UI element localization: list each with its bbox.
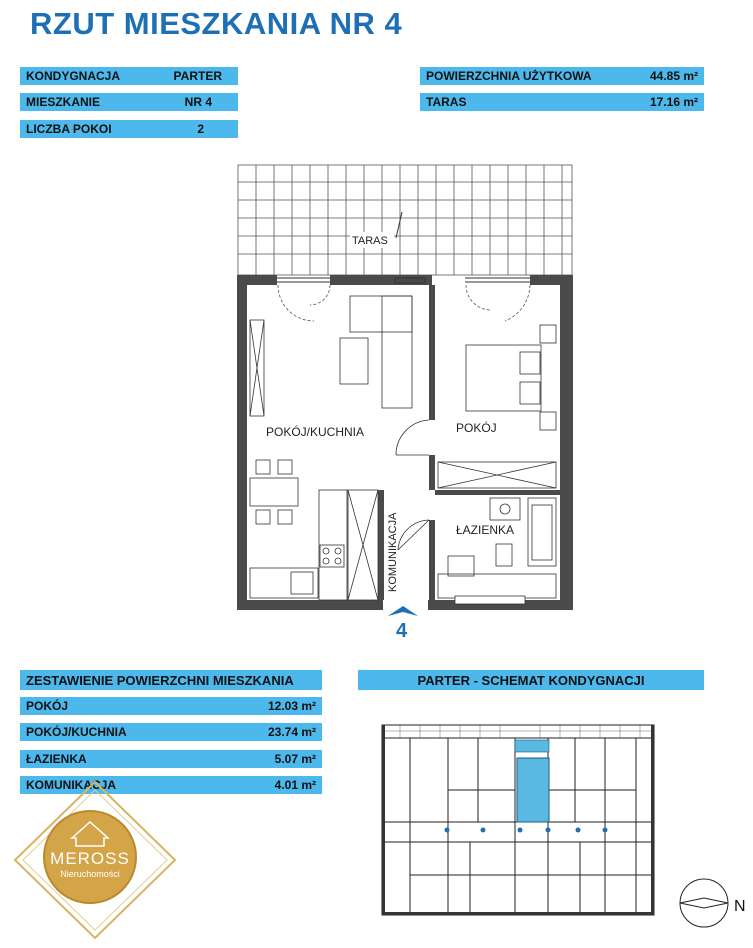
summary-label: POKÓJ: [26, 699, 69, 713]
label-komunikacja: KOMUNIKACJA: [387, 512, 399, 592]
summary-value: 12.03 m²: [267, 699, 316, 713]
schema-header-label: PARTER - SCHEMAT KONDYGNACJI: [417, 672, 645, 688]
info-label: MIESZKANIE: [26, 95, 101, 109]
summary-value: 5.07 m²: [274, 752, 316, 766]
summary-value: 23.74 m²: [267, 725, 316, 739]
info-label: POWIERZCHNIA UŻYTKOWA: [426, 69, 592, 83]
info-value: 44.85 m²: [649, 69, 698, 83]
logo-name: MEROSS: [50, 849, 130, 868]
info-value: PARTER: [173, 69, 222, 83]
label-pokoj: POKÓJ: [456, 421, 497, 435]
unit-number: 4: [396, 620, 408, 642]
compass-icon: [680, 879, 728, 927]
logo-sub: Nieruchomości: [60, 869, 120, 879]
info-value: NR 4: [184, 95, 212, 109]
label-taras: TARAS: [352, 235, 388, 247]
summary-label: KOMUNIKACJA: [26, 778, 116, 792]
info-value: 17.16 m²: [649, 95, 698, 109]
schema-highlight-terrace: [515, 740, 549, 752]
summary-label: POKÓJ/KUCHNIA: [26, 725, 127, 739]
page-title: RZUT MIESZKANIA NR 4: [30, 6, 403, 41]
info-value: 2: [197, 122, 204, 136]
schema-highlight-unit: [517, 758, 549, 822]
info-label: LICZBA POKOI: [26, 122, 112, 136]
label-lazienka: ŁAZIENKA: [456, 523, 515, 537]
compass-north: N: [734, 898, 746, 915]
info-label: KONDYGNACJA: [26, 69, 121, 83]
info-label: TARAS: [426, 95, 467, 109]
summary-header-label: ZESTAWIENIE POWIERZCHNI MIESZKANIA: [26, 672, 294, 688]
summary-value: 4.01 m²: [274, 778, 316, 792]
label-pokoj-kuchnia: POKÓJ/KUCHNIA: [266, 425, 365, 439]
summary-label: ŁAZIENKA: [26, 752, 87, 766]
